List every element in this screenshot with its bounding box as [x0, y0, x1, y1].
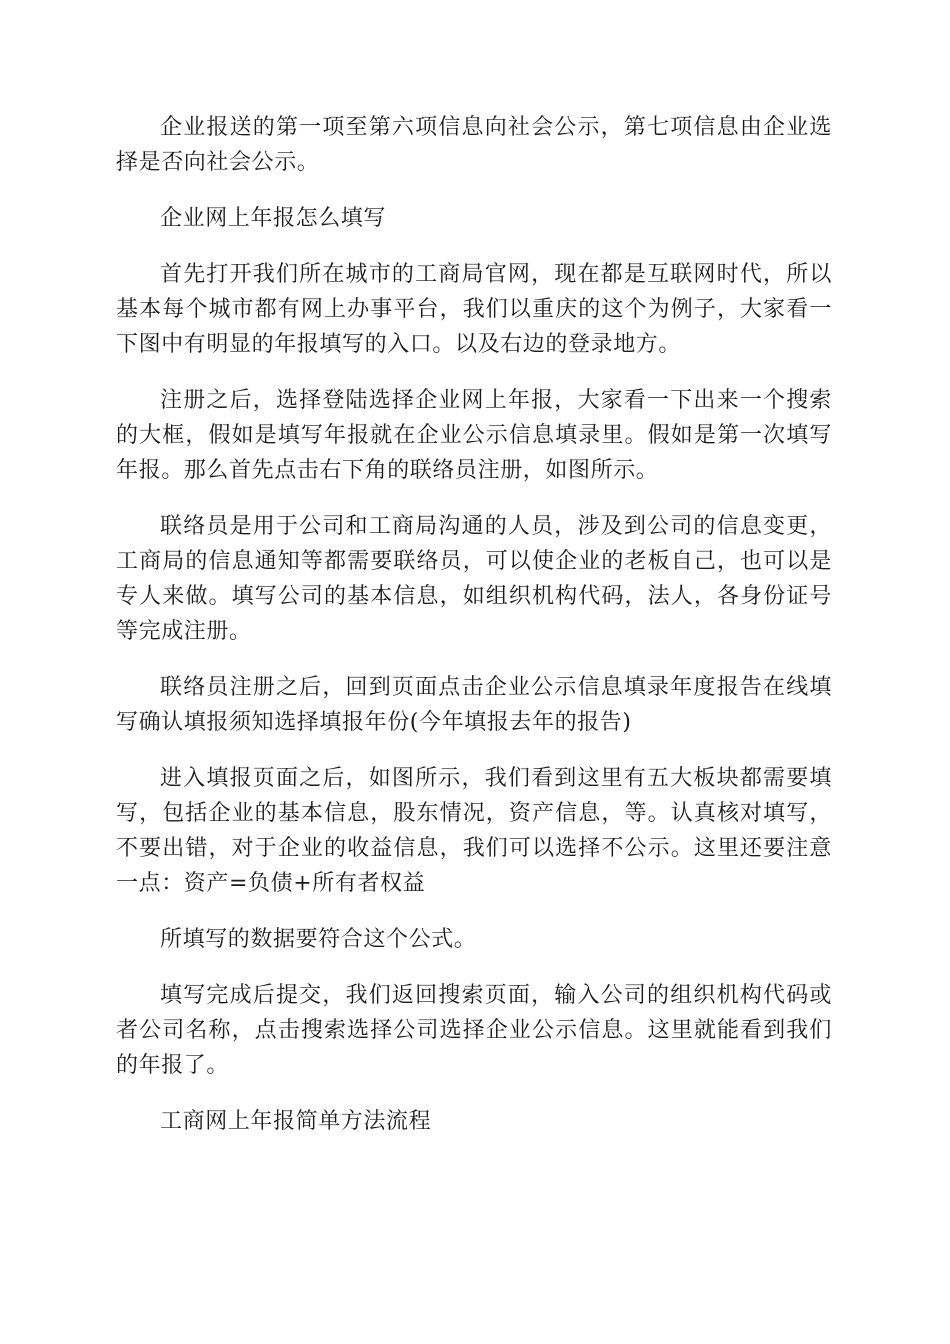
paragraph-publicity-rule: 企业报送的第一项至第六项信息向社会公示，第七项信息由企业选择是否向社会公示。 — [116, 115, 832, 175]
paragraph-register-login: 注册之后，选择登陆选择企业网上年报，大家看一下出来一个搜索的大框，假如是填写年报就在企业公示信息填录里。假如是第一次填写年报。那么首先点击右下角的联络员注册，如图所示。 — [116, 388, 832, 483]
paragraph-submit-search: 填写完成后提交，我们返回搜索页面，输入公司的组织机构代码或者公司名称，点击搜索选择公司选择企业公示信息。这里就能看到我们的年报了。 — [116, 983, 832, 1078]
paragraph-fill-sections: 进入填报页面之后，如图所示，我们看到这里有五大板块都需要填写，包括企业的基本信息，股东情况，资产信息，等。认真核对填写，不要出错，对于企业的收益信息，我们可以选择不公示。这里还要注意一点：资产=负债+所有者权益 — [116, 766, 832, 896]
paragraph-liaison-role: 联络员是用于公司和工商局沟通的人员，涉及到公司的信息变更，工商局的信息通知等都需要联络员，可以使企业的老板自己，也可以是专人来做。填写公司的基本信息，如组织机构代码，法人，各身份证号等完成注册。 — [116, 514, 832, 644]
section-heading-simple-process: 工商网上年报简单方法流程 — [160, 1109, 432, 1134]
paragraph-after-liaison-register: 联络员注册之后，回到页面点击企业公示信息填录年度报告在线填写确认填报须知选择填报年份(今年填报去年的报告) — [116, 675, 832, 735]
document-body — [116, 110, 832, 1160]
paragraph-open-website: 首先打开我们所在城市的工商局官网，现在都是互联网时代，所以基本每个城市都有网上办事平台，我们以重庆的这个为例子，大家看一下图中有明显的年报填写的入口。以及右边的登录地方。 — [116, 262, 832, 357]
section-heading-how-to-fill: 企业网上年报怎么填写 — [160, 206, 387, 231]
paragraph-formula-note: 所填写的数据要符合这个公式。 — [160, 927, 477, 952]
